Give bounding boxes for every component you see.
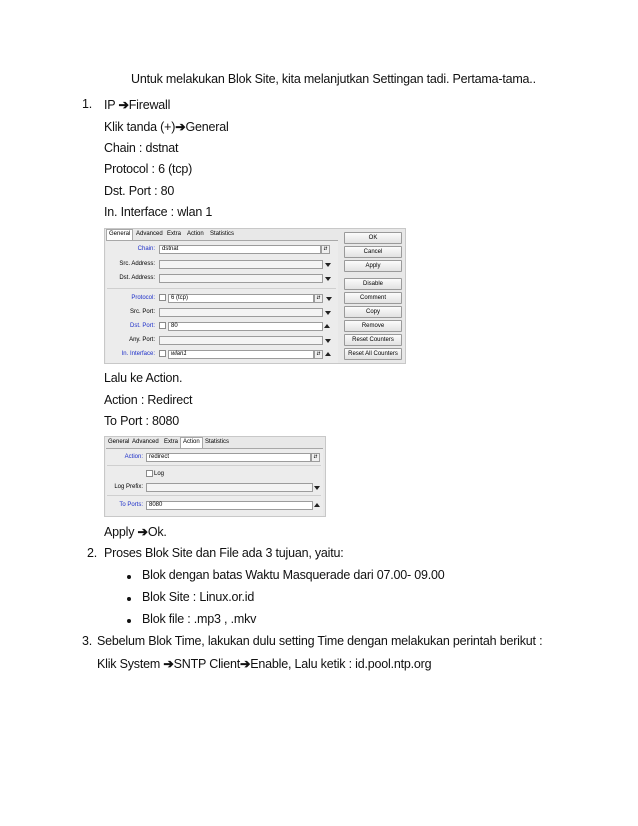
step-1-heading (104, 97, 170, 112)
collapse-up-icon[interactable] (324, 324, 330, 328)
list-item: Blok file : .mp3 , .mkv (142, 612, 257, 626)
chain-field[interactable]: dstnat (159, 245, 321, 254)
expand-down-icon[interactable] (325, 339, 331, 343)
bullet-icon (127, 575, 131, 579)
tab-advanced[interactable]: Advanced (136, 231, 163, 237)
arrow-right-icon: ➔ (175, 120, 186, 134)
log-prefix-label: Log Prefix: (114, 484, 143, 490)
chain-label: Chain: (137, 246, 155, 252)
reset-all-counters-button[interactable]: Reset All Counters (344, 348, 402, 360)
step-2-number: 2. (87, 546, 98, 560)
expand-down-icon[interactable] (325, 311, 331, 315)
expand-down-icon[interactable] (325, 277, 331, 281)
in-interface-field[interactable]: wlan1 (168, 350, 314, 359)
reset-counters-button[interactable]: Reset Counters (344, 334, 402, 346)
in-interface-negate-checkbox[interactable] (159, 350, 166, 357)
collapse-up-icon[interactable] (314, 503, 320, 507)
tab-extra[interactable]: Extra (164, 439, 179, 445)
dst-port-label: Dst. Port: (129, 323, 155, 329)
in-interface-line: In. Interface : wlan 1 (104, 205, 213, 219)
tab-advanced[interactable]: Advanced (132, 439, 159, 445)
firewall-text: Firewall (128, 98, 171, 112)
dst-address-label: Dst. Address: (119, 275, 155, 281)
cancel-button[interactable]: Cancel (344, 246, 402, 258)
arrow-right-icon: ➔ (163, 657, 174, 671)
dst-port-negate-checkbox[interactable] (159, 322, 166, 329)
bullet-icon (127, 597, 131, 601)
log-label: Log (154, 471, 165, 477)
tab-statistics[interactable]: Statistics (205, 439, 230, 445)
general-text: General (185, 120, 229, 134)
enable-text: Enable, Lalu ketik : id.pool.ntp.org (250, 657, 432, 671)
bullet-icon (127, 619, 131, 623)
in-interface-label: In. Interface: (121, 351, 155, 357)
step-2-text: Proses Blok Site dan File ada 3 tujuan, yaitu: (104, 546, 344, 560)
ok-button[interactable]: OK (344, 232, 402, 244)
src-port-label: Src. Port: (129, 309, 155, 315)
action-label: Action: (124, 454, 143, 460)
step-1-number: 1. (82, 97, 93, 111)
step-3-number: 3. (82, 634, 93, 648)
to-port-line: To Port : 8080 (104, 414, 180, 428)
src-address-field[interactable] (159, 260, 323, 269)
ok-text: Ok. (147, 525, 167, 539)
divider (107, 465, 321, 466)
expand-down-icon[interactable] (326, 297, 332, 301)
tab-general[interactable]: General (106, 229, 133, 240)
chain-line: Chain : dstnat (104, 141, 179, 155)
protocol-negate-checkbox[interactable] (159, 294, 166, 301)
log-checkbox[interactable] (146, 470, 153, 477)
log-prefix-field[interactable] (146, 483, 313, 492)
tab-action[interactable]: Action (187, 231, 204, 237)
lalu-line: Lalu ke Action. (104, 371, 183, 385)
intro-paragraph: Untuk melakukan Blok Site, kita melanjutkan Settingan tadi. Pertama-tama.. (131, 72, 536, 86)
firewall-rule-general-dialog (104, 228, 406, 364)
any-port-field[interactable] (159, 336, 323, 345)
divider (107, 495, 321, 496)
klik-tanda-line (104, 119, 229, 134)
list-item: Blok Site : Linux.or.id (142, 590, 255, 604)
tab-extra[interactable]: Extra (167, 231, 182, 237)
tab-statistics[interactable]: Statistics (210, 231, 235, 237)
expand-down-icon[interactable] (325, 263, 331, 267)
step-3-text: Sebelum Blok Time, lakukan dulu setting Time dengan melakukan perintah berikut : (97, 634, 543, 648)
to-ports-field[interactable]: 8080 (146, 501, 313, 510)
in-interface-dropdown-icon[interactable]: ⇵ (314, 350, 323, 359)
disable-button[interactable]: Disable (344, 278, 402, 290)
arrow-right-icon: ➔ (240, 657, 251, 671)
action-field[interactable]: redirect (146, 453, 311, 462)
divider (107, 288, 336, 289)
remove-button[interactable]: Remove (344, 320, 402, 332)
apply-ok-line (104, 524, 167, 539)
dst-address-field[interactable] (159, 274, 323, 283)
sntp-client-text: SNTP Client (173, 657, 240, 671)
src-address-label: Src. Address: (119, 261, 155, 267)
src-port-field[interactable] (159, 308, 323, 317)
tab-action[interactable]: Action (180, 437, 203, 448)
protocol-line: Protocol : 6 (tcp) (104, 162, 193, 176)
copy-button[interactable]: Copy (344, 306, 402, 318)
action-dropdown-icon[interactable]: ⇵ (311, 453, 320, 462)
protocol-field[interactable]: 6 (tcp) (168, 294, 314, 303)
arrow-right-icon: ➔ (118, 98, 129, 112)
apply-button[interactable]: Apply (344, 260, 402, 272)
klik-tanda-text: Klik tanda (+) (104, 120, 176, 134)
any-port-label: Any. Port: (129, 337, 155, 343)
dst-port-line: Dst. Port : 80 (104, 184, 175, 198)
expand-down-icon[interactable] (314, 486, 320, 490)
klik-system-text: Klik System (97, 657, 164, 671)
chain-dropdown-icon[interactable]: ⇵ (321, 245, 330, 254)
to-ports-label: To Ports: (119, 502, 143, 508)
klik-system-line (97, 656, 431, 671)
arrow-right-icon: ➔ (137, 525, 148, 539)
apply-text: Apply (104, 525, 138, 539)
protocol-dropdown-icon[interactable]: ⇵ (314, 294, 323, 303)
action-line: Action : Redirect (104, 393, 193, 407)
ip-text: IP (104, 98, 119, 112)
firewall-rule-action-dialog (104, 436, 326, 517)
comment-button[interactable]: Comment (344, 292, 402, 304)
tab-general[interactable]: General (108, 439, 130, 445)
collapse-up-icon[interactable] (325, 352, 331, 356)
protocol-label: Protocol: (131, 295, 155, 301)
list-item: Blok dengan batas Waktu Masquerade dari 07.00- 09.00 (142, 568, 445, 582)
dst-port-field[interactable]: 80 (168, 322, 323, 331)
